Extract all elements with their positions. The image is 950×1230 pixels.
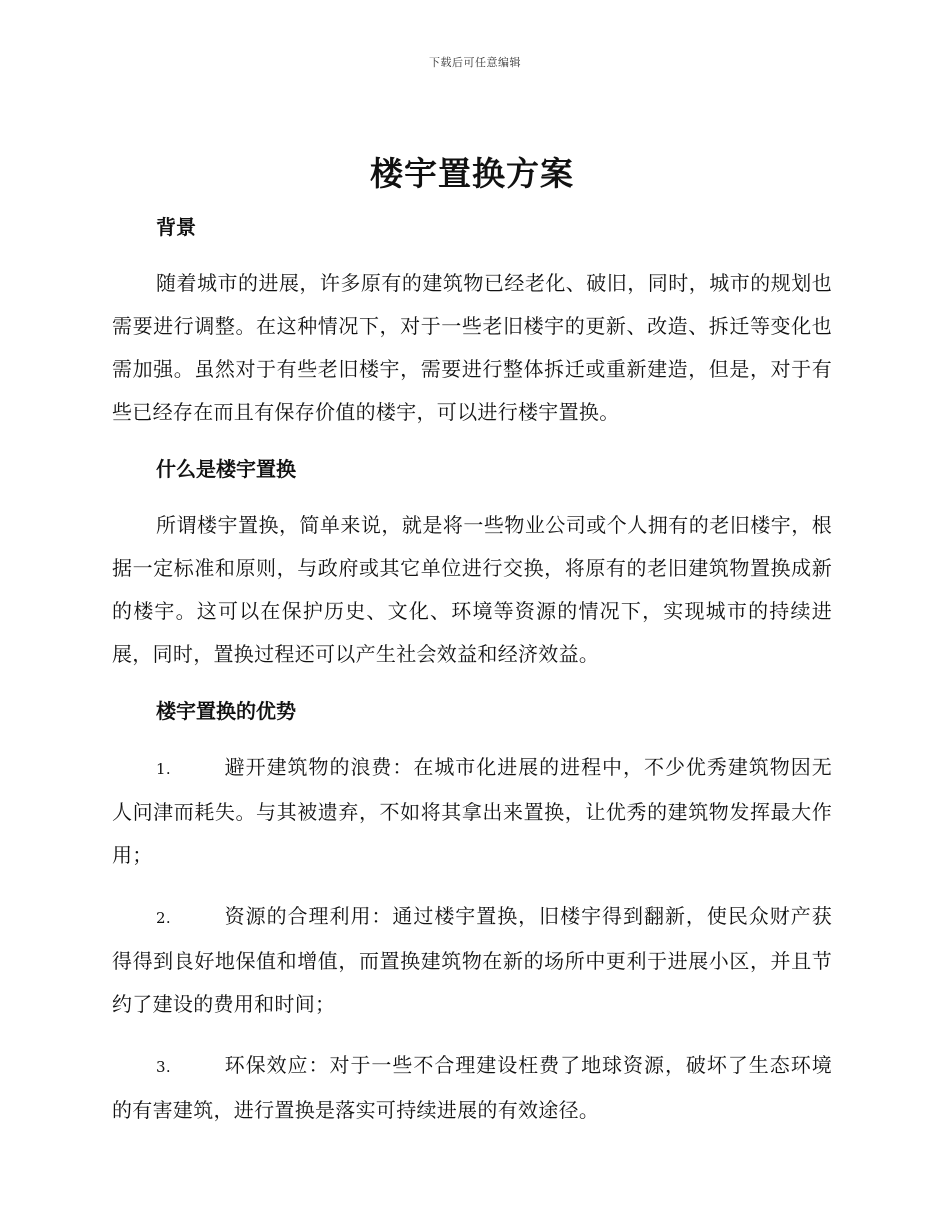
section-heading-definition: 什么是楼宇置换	[156, 457, 296, 481]
list-item-2	[112, 895, 832, 1026]
list-text: 环保效应：对于一些不合理建设枉费了地球资源，破坏了生态环境的有害建筑，进行置换是落实可持续进展的有效途径。	[112, 1053, 832, 1122]
paragraph-background: 随着城市的进展，许多原有的建筑物已经老化、破旧，同时，城市的规划也需要进行调整。在这种情况下，对于一些老旧楼宇的更新、改造、拆迁等变化也需加强。虽然对于有些老旧楼宇，需要进行整体拆迁或重新建造，但是，对于有些已经存在而且有保存价值的楼宇，可以进行楼宇置换。	[112, 271, 832, 424]
list-text: 资源的合理利用：通过楼宇置换，旧楼宇得到翻新，使民众财产获得得到良好地保值和增值，而置换建筑物在新的场所中更利于进展小区，并且节约了建设的费用和时间；	[112, 904, 832, 1016]
list-number: 2.	[156, 909, 171, 927]
paragraph-definition: 所谓楼宇置换，简单来说，就是将一些物业公司或个人拥有的老旧楼宇，根据一定标准和原则，与政府或其它单位进行交换，将原有的老旧建筑物置换成新的楼宇。这可以在保护历史、文化、环境等资源的情况下，实现城市的持续进展，同时，置换过程还可以产生社会效益和经济效益。	[112, 513, 832, 666]
list-item-3	[112, 1044, 832, 1132]
list-text: 避开建筑物的浪费：在城市化进展的进程中，不少优秀建筑物因无人问津而耗失。与其被遗弃，不如将其拿出来置换，让优秀的建筑物发挥最大作用；	[112, 755, 832, 867]
document-title: 楼宇置换方案	[370, 154, 574, 193]
section-heading-advantages: 楼宇置换的优势	[156, 699, 296, 723]
list-number: 1.	[156, 760, 171, 778]
section-heading-background: 背景	[156, 215, 196, 239]
list-item-1	[112, 746, 832, 877]
header-note: 下载后可任意编辑	[429, 56, 521, 69]
document-body	[112, 150, 832, 1150]
list-number: 3.	[156, 1058, 171, 1076]
